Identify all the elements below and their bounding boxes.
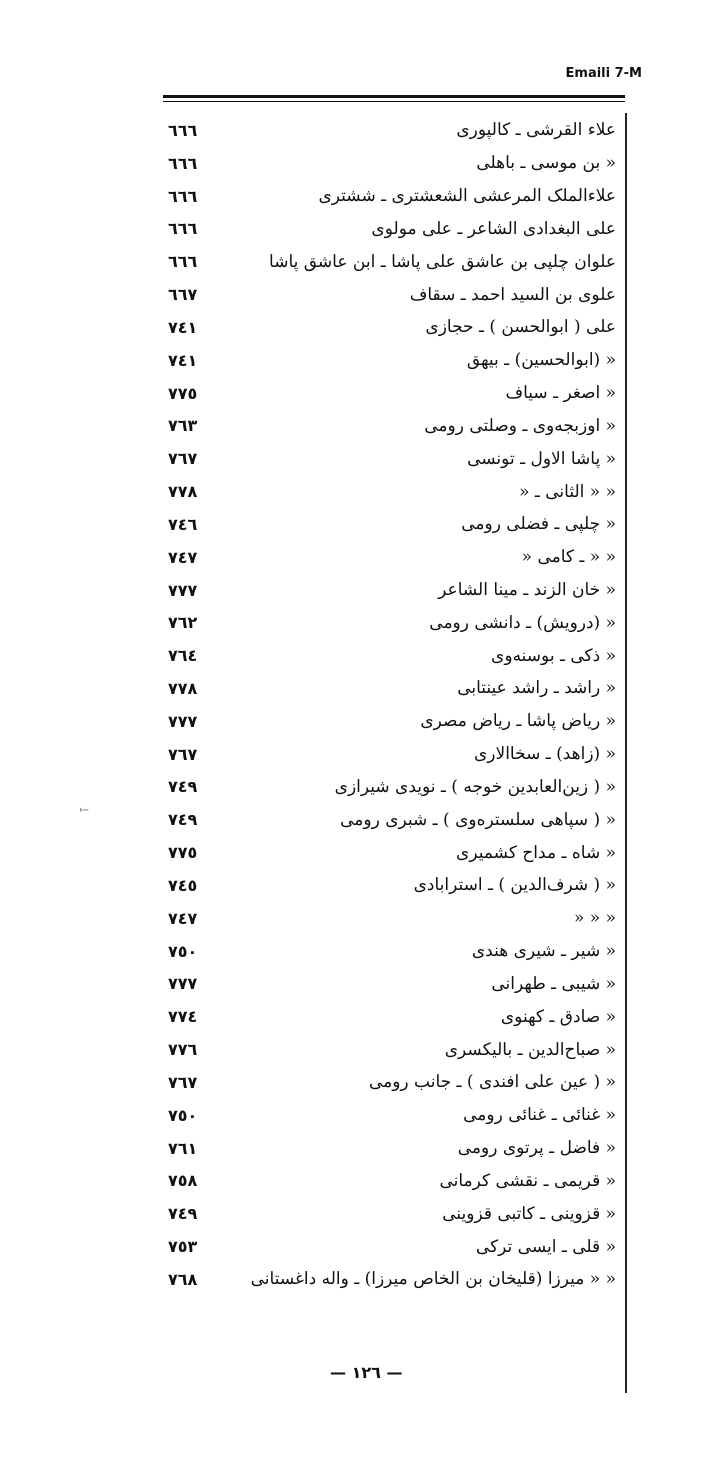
entry-name: « اوزبجه‌وی ـ وصلتی رومی	[424, 415, 616, 436]
index-entry	[168, 1263, 616, 1296]
entry-name: « « ـ کامی «	[521, 547, 616, 568]
index-entry	[168, 771, 616, 804]
entry-page: ٧٧٧	[168, 974, 198, 994]
index-entry	[168, 541, 616, 574]
index-entry	[168, 672, 616, 705]
entry-name: « شیبی ـ طهرانی	[491, 973, 616, 994]
index-entry	[168, 1033, 616, 1066]
entry-page: ٦٦٦	[168, 252, 198, 272]
entry-name: « صباح‌الدین ـ بالیکسری	[444, 1039, 616, 1060]
entry-page: ٧٦١	[168, 1138, 198, 1158]
entry-page: ٧٤٩	[168, 777, 198, 797]
index-entry	[168, 606, 616, 639]
entry-page: ٧٧٨	[168, 482, 198, 502]
entry-name: « غنائی ـ غنائی رومی	[463, 1105, 616, 1126]
index-entry	[168, 245, 616, 278]
index-entry	[168, 639, 616, 672]
entry-name: « (زاهد) ـ سخاالاری	[473, 744, 616, 765]
entry-page: ٧٥٠	[168, 941, 198, 961]
entry-page: ٧٧٧	[168, 711, 198, 731]
index-entry	[168, 902, 616, 935]
entry-name: « اصغر ـ سیاف	[505, 383, 616, 404]
index-entry	[168, 935, 616, 968]
index-entry	[168, 1132, 616, 1165]
index-entry	[168, 1165, 616, 1198]
entry-page: ٧٥٣	[168, 1237, 198, 1257]
index-entry	[168, 311, 616, 344]
entry-page: ٧٤٧	[168, 547, 198, 567]
entry-name: « صادق ـ کهنوی	[500, 1006, 616, 1027]
index-entry	[168, 442, 616, 475]
index-entry	[168, 114, 616, 147]
index-entry	[168, 1000, 616, 1033]
entry-page: ٧٧٦	[168, 1040, 198, 1060]
entry-page: ٧٧٧	[168, 580, 198, 600]
entry-name: « « میرزا (قلیخان بن الخاص میرزا) ـ واله داغستانی	[250, 1269, 616, 1290]
entry-name: علوان چلپی بن عاشق علی پاشا ـ ابن عاشق پاشا	[269, 251, 616, 272]
entry-name: « بن موسی ـ باهلی	[476, 153, 616, 174]
entry-name: « ( زین‌العابدین خوجه ) ـ نویدی شیرازی	[334, 776, 616, 797]
entry-name: « (ابوالحسین) ـ بیهق	[466, 350, 616, 371]
entry-name: علاء القرشی ـ کالپوری	[456, 120, 616, 141]
entry-name: « ذکی ـ بوسنه‌وی	[491, 645, 616, 666]
entry-name: « چلپی ـ فضلی رومی	[461, 514, 616, 535]
margin-rule	[625, 113, 627, 1393]
header-rule-thin	[163, 101, 625, 102]
entry-name: علاءالملک المرعشی الشعشتری ـ ششتری	[318, 186, 616, 207]
index-entry	[168, 377, 616, 410]
entry-page: ٧٤١	[168, 317, 198, 337]
entry-name: علوی بن السید احمد ـ سقاف	[409, 284, 616, 305]
entry-name: « قریمی ـ نقشی کرمانی	[439, 1170, 616, 1191]
entry-name: « ( شرف‌الدین ) ـ استرابادی	[413, 875, 616, 896]
index-entry	[168, 409, 616, 442]
entry-page: ٧٦٧	[168, 449, 198, 469]
index-entry	[168, 738, 616, 771]
entry-page: ٧٦٨	[168, 1269, 198, 1289]
entry-name: « ریاض پاشا ـ ریاض مصری	[420, 711, 616, 732]
index-entry	[168, 344, 616, 377]
index-entry	[168, 1066, 616, 1099]
entry-name: علی ( ابوالحسن ) ـ حجازی	[425, 317, 616, 338]
index-entry	[168, 574, 616, 607]
index-entry	[168, 278, 616, 311]
index-entry	[168, 836, 616, 869]
entry-page: ٦٦٧	[168, 285, 198, 305]
entry-page: ٧٤٥	[168, 875, 198, 895]
entry-page: ٧٦٢	[168, 613, 198, 633]
index-entry	[168, 147, 616, 180]
entry-name: « شیر ـ شیری هندی	[471, 941, 616, 962]
index-entry	[168, 968, 616, 1001]
entry-page: ٧٦٧	[168, 1072, 198, 1092]
entry-page: ٦٦٦	[168, 153, 198, 173]
entry-page: ٧٤٩	[168, 810, 198, 830]
index-list	[168, 114, 616, 1296]
entry-page: ٧٥٨	[168, 1171, 198, 1191]
entry-name: « (درویش) ـ دانشی رومی	[429, 612, 616, 633]
index-entry	[168, 1197, 616, 1230]
entry-page: ٦٦٦	[168, 186, 198, 206]
entry-name: علی البغدادی الشاعر ـ علی مولوی	[371, 218, 616, 239]
entry-page: ٧٦٧	[168, 744, 198, 764]
entry-name: « ( عین علی افندی ) ـ جانب رومی	[368, 1072, 616, 1093]
index-entry	[168, 508, 616, 541]
entry-name: « فاضل ـ پرتوی رومی	[457, 1138, 616, 1159]
entry-page: ٧٧٥	[168, 843, 198, 863]
index-entry	[168, 803, 616, 836]
entry-page: ٧٦٤	[168, 646, 198, 666]
entry-page: ٧٧٥	[168, 383, 198, 403]
entry-page: ٦٦٦	[168, 219, 198, 239]
page-number: — ١٢٦ —	[330, 1363, 403, 1382]
entry-name: « پاشا الاول ـ تونسی	[467, 448, 616, 469]
scan-mark: ﻠ	[77, 808, 90, 812]
entry-name: « شاه ـ مداح کشمیری	[456, 842, 616, 863]
entry-name: « راشد ـ راشد عینتابی	[457, 678, 616, 699]
entry-page: ٧٥٠	[168, 1105, 198, 1125]
entry-name: « « «	[573, 908, 616, 929]
entry-page: ٧٤٧	[168, 908, 198, 928]
index-entry	[168, 1230, 616, 1263]
entry-page: ٧٧٤	[168, 1007, 198, 1027]
header-tag: Emaili 7-M	[565, 66, 642, 81]
entry-page: ٧٦٣	[168, 416, 198, 436]
entry-name: « « الثانی ـ «	[519, 481, 616, 502]
index-entry	[168, 705, 616, 738]
entry-name: « خان الزند ـ مینا الشاعر	[438, 580, 616, 600]
entry-page: ٦٦٦	[168, 120, 198, 140]
entry-page: ٧٤٩	[168, 1204, 198, 1224]
entry-name: « قلی ـ ایسی ترکی	[475, 1236, 616, 1257]
entry-name: « قزوینی ـ کاتبی قزوینی	[442, 1203, 616, 1224]
index-entry	[168, 212, 616, 245]
entry-name: « ( سپاهی سلستره‌وی ) ـ شبری رومی	[340, 809, 616, 830]
index-entry	[168, 1099, 616, 1132]
index-entry	[168, 869, 616, 902]
entry-page: ٧٤٦	[168, 514, 198, 534]
entry-page: ٧٤١	[168, 350, 198, 370]
index-entry	[168, 180, 616, 213]
index-entry	[168, 475, 616, 508]
entry-page: ٧٧٨	[168, 678, 198, 698]
header-rule-thick	[163, 95, 625, 98]
